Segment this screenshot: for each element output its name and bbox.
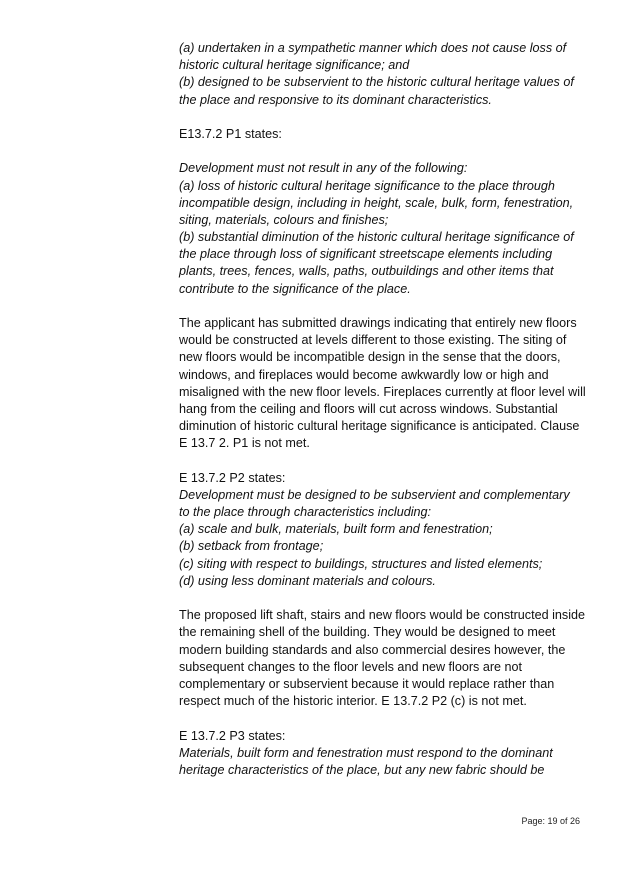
text-line: would be constructed at levels different to those existing. The siting of <box>179 333 567 348</box>
quoted-clause-paragraph <box>179 745 579 779</box>
text-line: E13.7.2 P1 states: <box>179 126 282 141</box>
text-line: (a) undertaken in a sympathetic manner which does not cause loss of <box>179 41 567 55</box>
text-line: (d) using less dominant materials and colours. <box>179 573 436 588</box>
text-line: the place and responsive to its dominant characteristics. <box>179 92 492 107</box>
text-line: subsequent changes to the floor levels and new floors are not <box>179 659 523 674</box>
text-line: new floors would be incompatible design in the sense that the doors, <box>179 350 561 365</box>
text-line: contribute to the significance of the place. <box>179 281 411 296</box>
text-line: siting, materials, colours and finishes; <box>179 212 389 227</box>
text-line: The proposed lift shaft, stairs and new floors would be constructed inside <box>179 608 586 623</box>
text-line: (b) substantial diminution of the historic cultural heritage significance of <box>179 230 574 245</box>
text-line: diminution of historic cultural heritage significance is anticipated. Clause <box>179 419 580 434</box>
body-paragraph <box>179 607 586 710</box>
paragraph-gap <box>179 109 579 126</box>
text-line: The applicant has submitted drawings indicating that entirely new floors <box>179 316 577 330</box>
text-line: Development must not result in any of the following: <box>179 161 468 176</box>
body-paragraph <box>179 728 579 745</box>
text-line: plants, trees, fences, walls, paths, outbuildings and other items that <box>179 264 554 279</box>
quoted-clause-paragraph <box>179 40 579 109</box>
text-line: modern building standards and also commercial desires however, the <box>179 642 566 657</box>
text-line: (c) siting with respect to buildings, structures and listed elements; <box>179 556 543 571</box>
body-paragraph <box>179 470 579 487</box>
body-paragraph <box>179 315 586 453</box>
text-line: the place through loss of significant streetscape elements including <box>179 247 553 262</box>
text-line: misaligned with the new floor levels. Fireplaces currently at floor level will <box>179 384 586 399</box>
paragraph-gap <box>179 298 579 315</box>
text-line: (a) loss of historic cultural heritage significance to the place through <box>179 178 555 193</box>
quoted-clause-paragraph <box>179 487 579 590</box>
document-body <box>179 40 586 779</box>
text-line: (b) designed to be subservient to the historic cultural heritage values of <box>179 75 574 90</box>
page-number: Page: 19 of 26 <box>521 816 580 826</box>
text-line: the remaining shell of the building. They would be designed to meet <box>179 625 556 640</box>
paragraph-gap <box>179 710 579 727</box>
text-line: E 13.7.2 P2 states: <box>179 470 286 485</box>
text-line: respect much of the historic interior. E 13.7.2 P2 (c) is not met. <box>179 694 527 709</box>
paragraph-gap <box>179 590 579 607</box>
text-line: E 13.7 2. P1 is not met. <box>179 436 310 451</box>
text-line: to the place through characteristics including: <box>179 505 432 520</box>
paragraph-gap <box>179 143 579 160</box>
text-line: windows, and fireplaces would become awkwardly low or high and <box>179 367 549 382</box>
text-line: historic cultural heritage significance; and <box>179 58 410 73</box>
text-line: Development must be designed to be subservient and complementary <box>179 487 570 502</box>
text-line: complementary or subservient because it would replace rather than <box>179 676 555 691</box>
quoted-clause-paragraph <box>179 160 579 298</box>
text-line: heritage characteristics of the place, but any new fabric should be <box>179 762 545 777</box>
text-line: (b) setback from frontage; <box>179 539 324 554</box>
text-line: incompatible design, including in height, scale, bulk, form, fenestration, <box>179 195 574 210</box>
paragraph-gap <box>179 453 579 470</box>
body-paragraph <box>179 126 579 143</box>
text-line: E 13.7.2 P3 states: <box>179 728 286 743</box>
text-line: hang from the ceiling and floors will cut across windows. Substantial <box>179 401 558 416</box>
text-line: Materials, built form and fenestration must respond to the dominant <box>179 745 553 760</box>
text-line: (a) scale and bulk, materials, built form and fenestration; <box>179 522 493 537</box>
